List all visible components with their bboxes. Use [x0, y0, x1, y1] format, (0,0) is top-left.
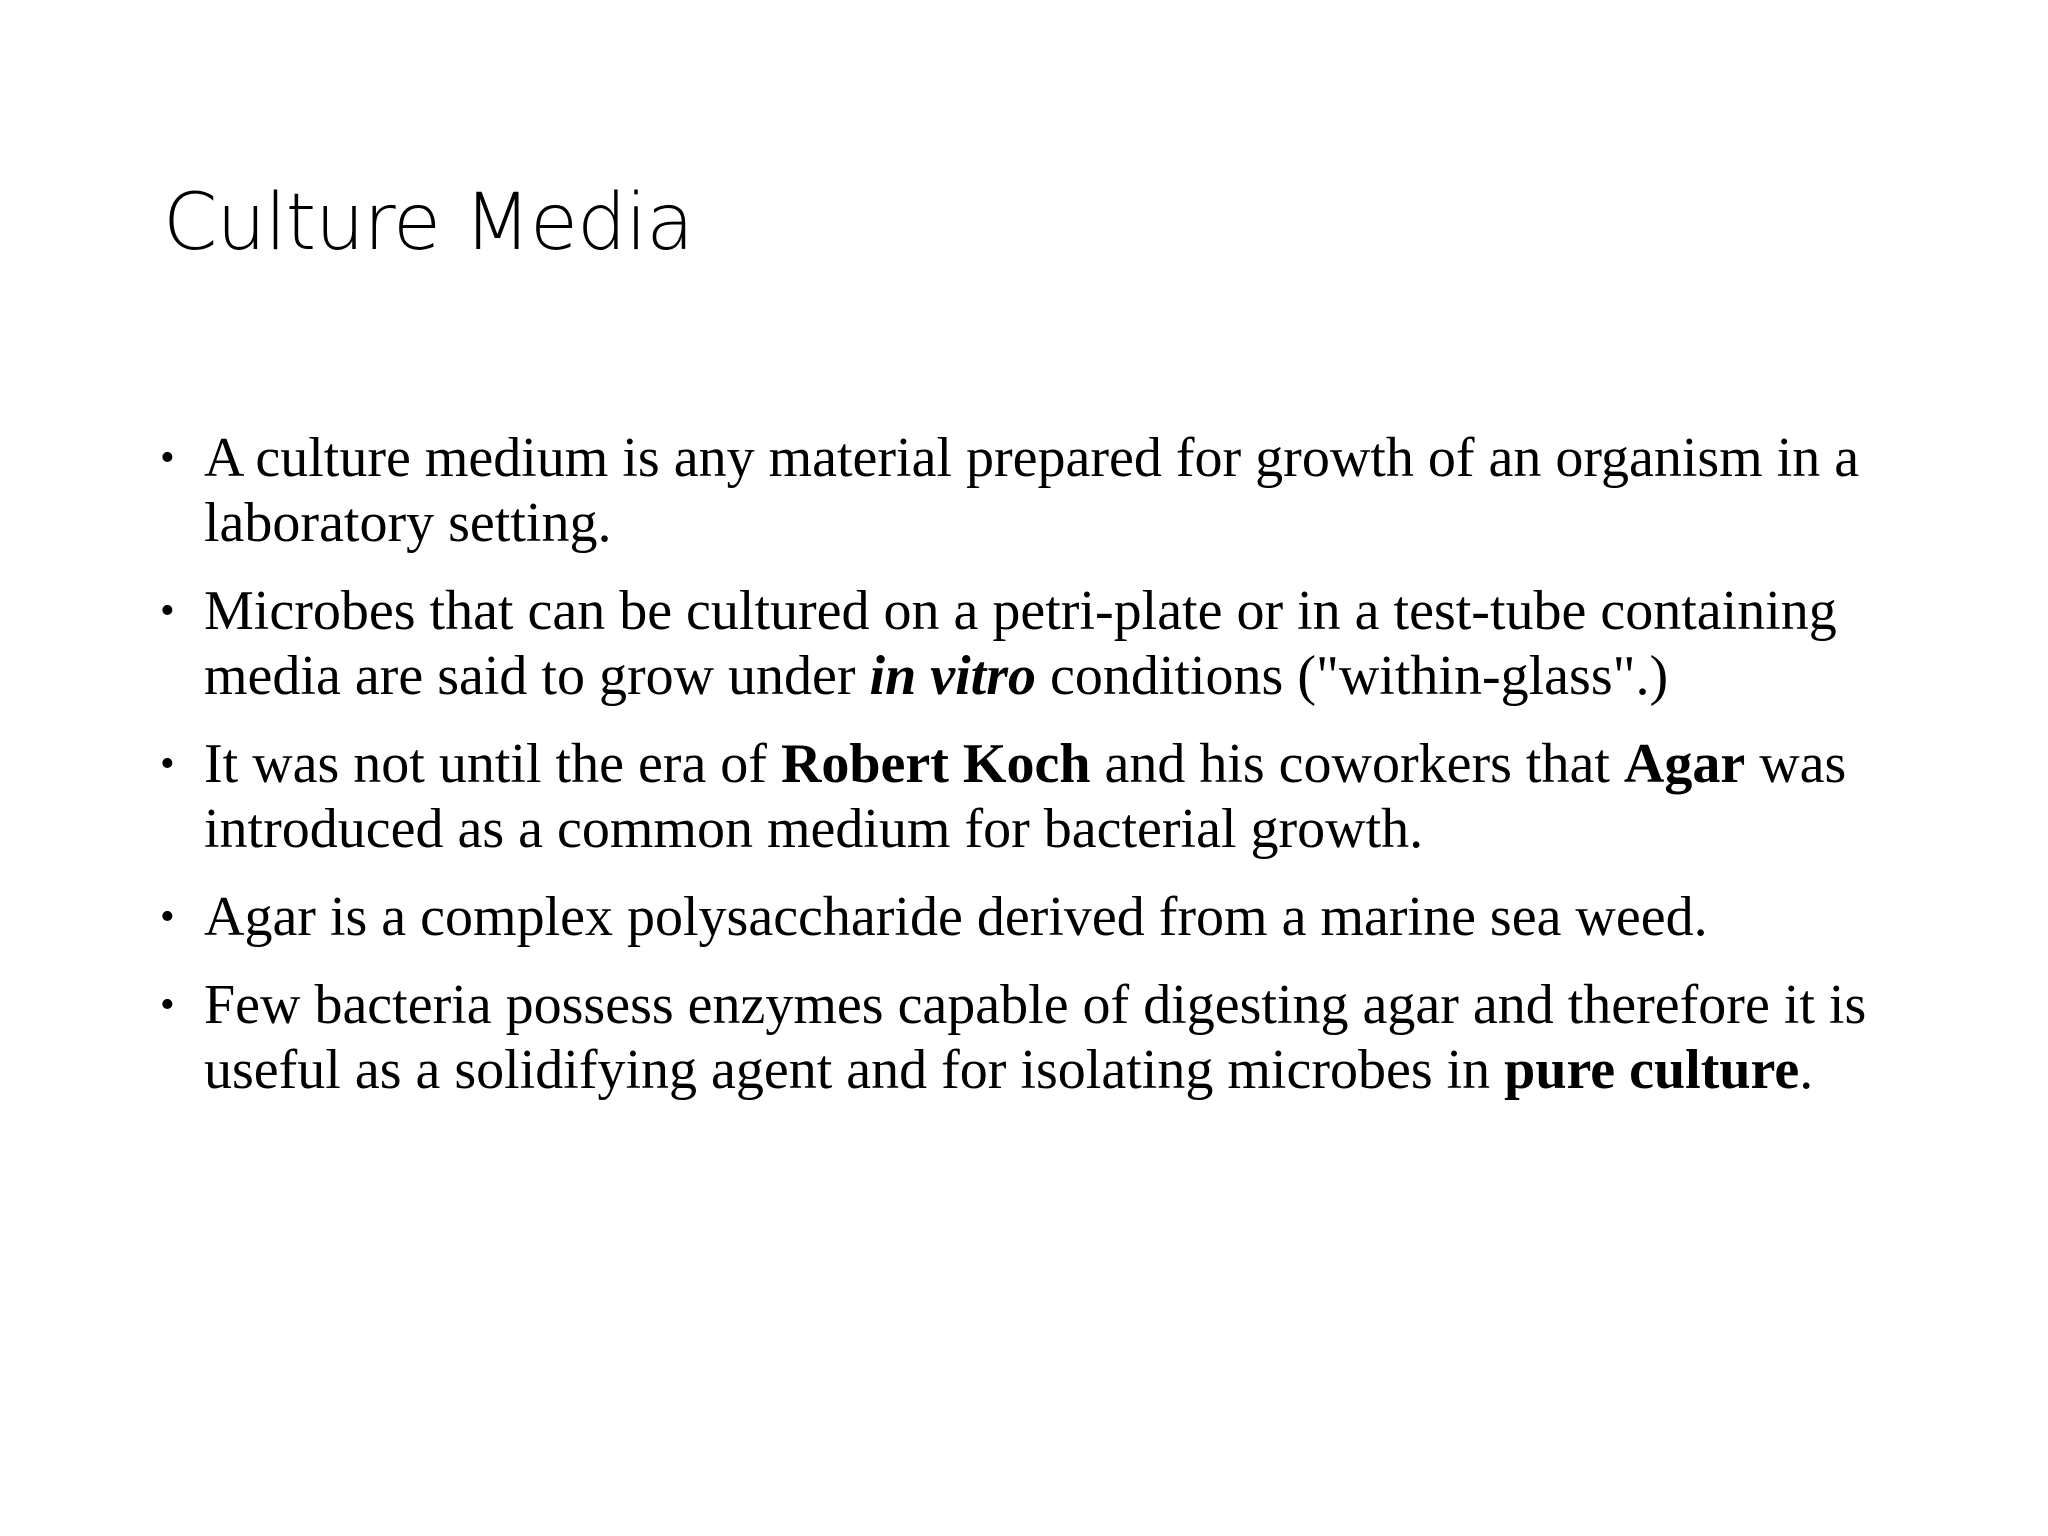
- slide-title: Culture Media: [163, 178, 693, 268]
- bullet-text: [204, 733, 1846, 860]
- bold-text: Robert Koch: [780, 733, 1091, 795]
- bold-text: pure culture: [1504, 1039, 1800, 1101]
- bullet-item: [160, 579, 1920, 709]
- bullet-item: [160, 973, 1920, 1103]
- text-segment: Agar is a complex polysaccharide derived from a marine sea weed.: [204, 886, 1708, 948]
- text-segment: conditions ("within-glass".): [1036, 645, 1669, 707]
- text-segment: was introduced as a common medium for bacterial growth.: [204, 733, 1847, 860]
- emphasis-text: in vitro: [869, 645, 1037, 707]
- bullet-list: [160, 426, 1920, 1126]
- bullet-icon: •: [160, 435, 175, 481]
- bullet-item: [160, 885, 1920, 950]
- bullet-icon: •: [160, 588, 175, 634]
- text-segment: A culture medium is any material prepared for growth of an organism in a laboratory setting.: [204, 427, 1860, 554]
- text-segment: .: [1799, 1039, 1814, 1101]
- bullet-icon: •: [160, 894, 175, 940]
- bullet-icon: •: [160, 982, 175, 1028]
- bold-text: Agar: [1623, 733, 1746, 795]
- bullet-text: [204, 580, 1837, 707]
- bullet-text: [204, 974, 1866, 1101]
- text-segment: Microbes that can be cultured on a petri-plate or in a test-tube containing media are said to grow under: [204, 580, 1837, 707]
- bullet-icon: •: [160, 741, 175, 787]
- text-segment: Few bacteria possess enzymes capable of digesting agar and therefore it is useful as a solidifying agent and for isolating microbes in: [204, 974, 1867, 1101]
- bullet-text: [204, 886, 1708, 948]
- bullet-text: [204, 427, 1859, 554]
- text-segment: It was not until the era of: [204, 733, 781, 795]
- text-segment: and his coworkers that: [1090, 733, 1624, 795]
- bullet-item: [160, 732, 1920, 862]
- bullet-item: [160, 426, 1920, 556]
